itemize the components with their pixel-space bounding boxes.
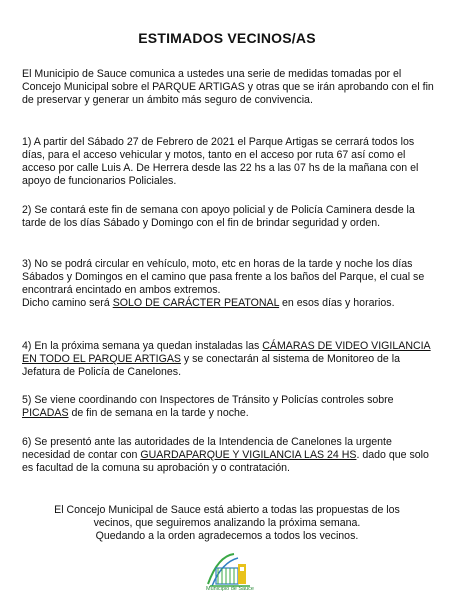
paragraph-3 bbox=[22, 258, 436, 310]
p6-text-c: . dado que solo es facultad de la comuna su aprobación y o contratación. bbox=[22, 449, 429, 474]
p6-text-a: 6) Se presentó ante las autoridades de la Intendencia de Canelones la urgente necesidad de contar con bbox=[22, 436, 392, 461]
p3-text-b: Dicho camino será bbox=[22, 297, 113, 309]
document-title: ESTIMADOS VECINOS/AS bbox=[138, 30, 316, 46]
logo-caption: Municipio de Sauce bbox=[205, 586, 254, 592]
closing-line-2: vecinos, que seguiremos analizando la próxima semana. bbox=[93, 517, 361, 529]
intro-text-a: El Municipio de Sauce comunica a ustedes una serie de medidas tomadas por el Concejo Municipal sobre el bbox=[22, 68, 402, 93]
paragraph-2: 2) Se contará este fin de semana con apoyo policial y de Policía Caminera desde la tarde de los días Sábado y Domingo con el fin de brindar seguridad y orden. bbox=[22, 204, 415, 229]
intro-paragraph bbox=[22, 68, 436, 107]
paragraph-1: 1) A partir del Sábado 27 de Febrero de 2021 el Parque Artigas se cerrará todos los días, para el acceso vehicular y motos, tanto en el acceso por ruta 67 así como el acceso por calle Luis A. De Herrera desde las 22 hs a las 07 hs de la mañana con el apoyo de funcionarios Policiales. bbox=[22, 136, 419, 187]
closing-line-3: Quedando a la orden agradecemos a todos los vecinos. bbox=[95, 530, 359, 542]
paragraph-6 bbox=[22, 436, 436, 475]
p4-text-a: 4) En la próxima semana ya quedan instaladas las bbox=[22, 340, 263, 352]
p6-underlined: GUARDAPARQUE Y VIGILANCIA LAS 24 HS bbox=[140, 449, 357, 461]
p5-underlined: PICADAS bbox=[22, 407, 69, 419]
p5-text-c: de fin de semana en la tarde y noche. bbox=[68, 407, 249, 419]
intro-text-b: PARQUE ARTIGAS bbox=[152, 81, 245, 93]
p3-text-d: en esos días y horarios. bbox=[279, 297, 395, 309]
paragraph-5 bbox=[22, 394, 436, 420]
p4-underlined: CÁMARAS DE VIDEO VIGILANCIA EN TODO EL PARQUE ARTIGAS bbox=[22, 340, 431, 365]
closing-line-1: El Concejo Municipal de Sauce está abierto a todas las propuestas de los bbox=[54, 504, 400, 516]
intro-text-c: y otras que se irán aprobando con el fin de preservar y generar un ámbito más seguro de convivencia. bbox=[22, 81, 434, 106]
paragraph-4 bbox=[22, 340, 436, 379]
p3-underlined: SOLO DE CARÁCTER PEATONAL bbox=[112, 297, 280, 309]
p5-text-a: 5) Se viene coordinando con Inspectores de Tránsito y Policías controles sobre bbox=[22, 394, 394, 406]
p4-text-c: y se conectarán al sistema de Monitoreo de la Jefatura de Policía de Canelones. bbox=[22, 353, 401, 378]
p3-text-a: 3) No se podrá circular en vehículo, moto, etc en horas de la tarde y noche los días Sábados y Domingos en el camino que pasa frente a los baños del Parque, el cual se encontrará encintado en ambos extremos. bbox=[22, 258, 425, 296]
